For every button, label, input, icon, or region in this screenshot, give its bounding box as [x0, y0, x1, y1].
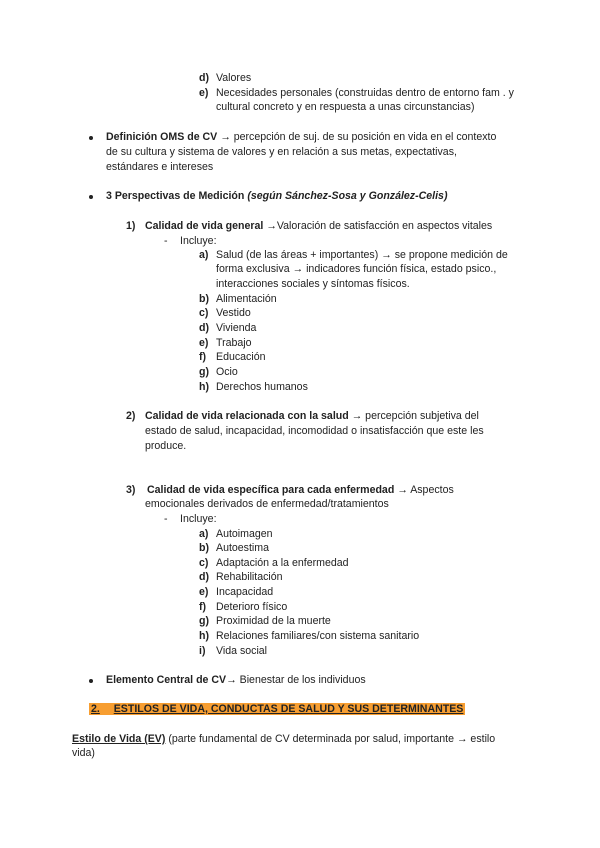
p3-item: Vida social — [216, 645, 268, 657]
p3-heading — [147, 483, 454, 497]
p3-item: Deterioro físico — [216, 601, 288, 613]
list-marker: f) — [199, 601, 207, 613]
section-heading — [89, 702, 465, 716]
numbered-marker: 1) — [126, 220, 136, 232]
list-marker: e) — [199, 586, 209, 598]
p2-text: → percepción subjetiva del — [348, 410, 479, 422]
numbered-marker: 2) — [126, 410, 136, 422]
p1-item: Educación — [216, 351, 266, 363]
dash-marker: - — [164, 235, 168, 247]
ev-text: (parte fundamental de CV determinada por salud, importante → estilo — [165, 733, 496, 745]
p1-item: Derechos humanos — [216, 381, 308, 393]
p3-item: Rehabilitación — [216, 571, 283, 583]
p3-item: Autoimagen — [216, 528, 273, 540]
numbered-marker: 3) — [126, 484, 136, 496]
p3-label: Calidad de vida específica para cada enfermedad — [147, 484, 395, 496]
p1-item: Ocio — [216, 366, 238, 378]
ev-line1 — [72, 732, 495, 746]
list-marker: h) — [199, 381, 209, 393]
dash-marker: - — [164, 513, 168, 525]
bullet — [89, 195, 93, 199]
list-marker: f) — [199, 351, 207, 363]
p1-item-salud: Salud (de las áreas + importantes) → se propone medición de — [216, 249, 508, 261]
bullet — [89, 679, 93, 683]
def-oms-line3: estándares e intereses — [106, 161, 214, 173]
list-marker: i) — [199, 645, 206, 657]
def-oms-text: → percepción de suj. de su posición en vida en el contexto — [217, 131, 497, 143]
list-marker: a) — [199, 528, 209, 540]
p3-item: Relaciones familiares/con sistema sanitario — [216, 630, 420, 642]
p1-item-salud-cont: interacciones sociales y síntomas físicos. — [216, 278, 410, 290]
perspectives-source: (según Sánchez-Sosa y González-Celis) — [247, 190, 448, 202]
p2-line3: produce. — [145, 440, 187, 452]
list-marker: g) — [199, 615, 209, 627]
ev-line2: vida) — [72, 747, 95, 759]
p1-text: →Valoración de satisfacción en aspectos vitales — [263, 220, 493, 232]
p1-item: Trabajo — [216, 337, 252, 349]
p3-text: → Aspectos — [394, 484, 454, 496]
perspectives-heading — [106, 189, 447, 203]
p3-line2: emocionales derivados de enfermedad/tratamientos — [145, 498, 389, 510]
list-marker: d) — [199, 571, 209, 583]
bullet — [89, 136, 93, 140]
p3-item: Incapacidad — [216, 586, 274, 598]
list-marker: b) — [199, 542, 209, 554]
p3-item: Adaptación a la enfermedad — [216, 557, 349, 569]
p3-item: Autoestima — [216, 542, 269, 554]
ev-label: Estilo de Vida (EV) — [72, 733, 166, 745]
list-marker: a) — [199, 249, 209, 261]
p1-item: Vivienda — [216, 322, 257, 334]
def-oms-label: Definición OMS de CV — [106, 131, 218, 143]
p2-label: Calidad de vida relacionada con la salud — [145, 410, 349, 422]
list-marker: g) — [199, 366, 209, 378]
list-marker: d) — [199, 322, 209, 334]
list-marker: c) — [199, 307, 209, 319]
p3-includes: Incluye: — [180, 513, 217, 525]
p1-item-salud-cont: forma exclusiva → indicadores función física, estado psico., — [216, 263, 497, 275]
central-text: → Bienestar de los individuos — [226, 674, 366, 686]
list-item-necesidades: Necesidades personales (construidas dentro de entorno fam . y — [216, 87, 514, 99]
list-marker: c) — [199, 557, 209, 569]
p2-line2: estado de salud, incapacidad, incomodidad o insatisfacción que este les — [145, 425, 484, 437]
section-title: ESTILOS DE VIDA, CONDUCTAS DE SALUD Y SUS DETERMINANTES — [113, 703, 464, 715]
p1-item: Vestido — [216, 307, 251, 319]
p1-heading — [145, 219, 492, 233]
list-marker: b) — [199, 293, 209, 305]
def-oms-line2: de su cultura y sistema de valores y en relación a sus metas, expectativas, — [106, 146, 457, 158]
perspectives-label: 3 Perspectivas de Medición — [106, 190, 245, 202]
central-label: Elemento Central de CV — [106, 674, 227, 686]
section-gap — [102, 703, 112, 715]
p1-item: Alimentación — [216, 293, 277, 305]
list-marker: e) — [199, 87, 209, 99]
list-marker: d) — [199, 72, 209, 84]
list-item-necesidades-cont: cultural concreto y en respuesta a unas circunstancias) — [216, 101, 475, 113]
central-line — [106, 673, 366, 687]
def-oms-line1 — [106, 130, 496, 144]
p1-label: Calidad de vida general — [145, 220, 264, 232]
list-marker: h) — [199, 630, 209, 642]
list-marker: e) — [199, 337, 209, 349]
section-number: 2. — [91, 703, 100, 715]
p3-item: Proximidad de la muerte — [216, 615, 331, 627]
p1-includes: Incluye: — [180, 235, 217, 247]
list-item-valores: Valores — [216, 72, 252, 84]
p2-heading — [145, 409, 479, 423]
